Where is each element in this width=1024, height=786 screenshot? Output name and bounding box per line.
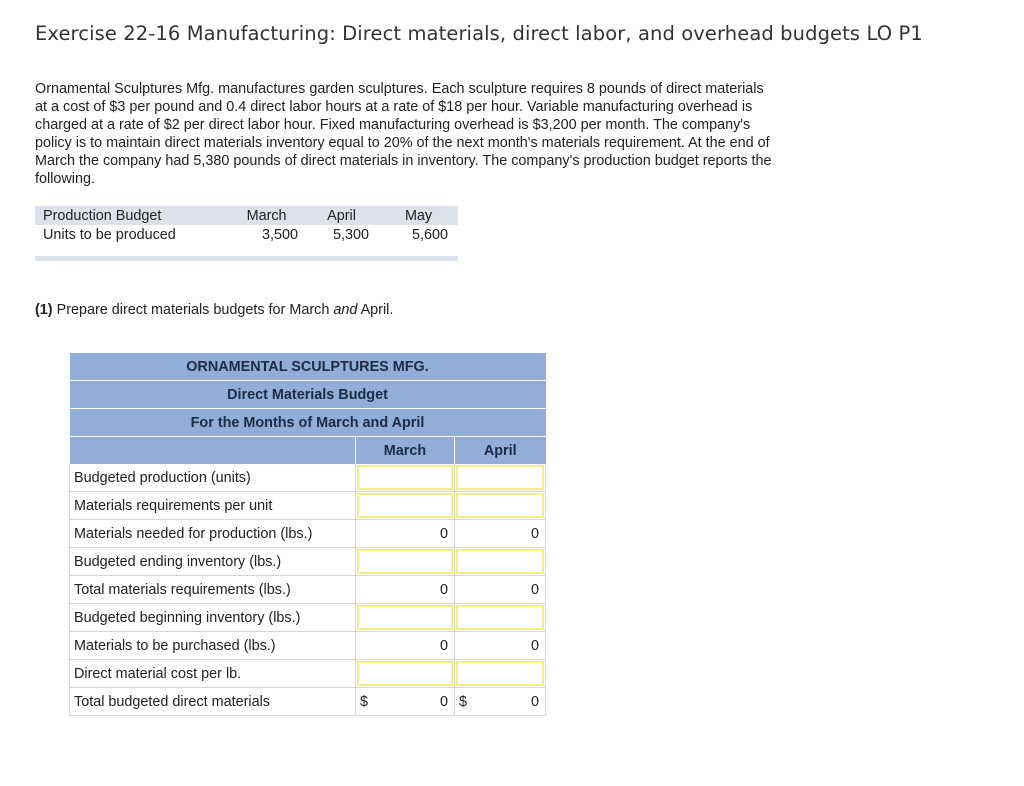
- row-label: Budgeted beginning inventory (lbs.): [70, 604, 356, 632]
- march-total-value: 0: [439, 693, 448, 710]
- budget-row-requirements-per-unit: [70, 492, 546, 520]
- april-materials-needed-value: 0: [455, 520, 546, 548]
- april-cost-per-lb-input[interactable]: [456, 661, 544, 686]
- budget-row-total-direct-materials: [70, 688, 546, 716]
- march-req-per-unit-input[interactable]: [357, 493, 453, 518]
- question-text: Prepare direct materials budgets for March: [56, 302, 334, 318]
- budget-row-total-requirements: [70, 576, 546, 604]
- prod-col-may: May: [379, 206, 458, 225]
- row-label: Materials to be purchased (lbs.): [70, 632, 356, 660]
- march-total-direct-materials: [356, 688, 455, 716]
- april-req-per-unit-input[interactable]: [456, 493, 544, 518]
- row-label: Total materials requirements (lbs.): [70, 576, 356, 604]
- april-production-input[interactable]: [456, 465, 544, 490]
- budget-row-cost-per-lb: [70, 660, 546, 688]
- row-label: Budgeted ending inventory (lbs.): [70, 548, 356, 576]
- march-total-requirements-value: 0: [356, 576, 455, 604]
- march-materials-needed-value: 0: [356, 520, 455, 548]
- budget-row-materials-needed: [70, 520, 546, 548]
- budget-company-name: ORNAMENTAL SCULPTURES MFG.: [70, 353, 546, 381]
- problem-description: Ornamental Sculptures Mfg. manufactures garden sculptures. Each sculpture requires 8 pounds of direct materials at a cost of $3 per pound and 0.4 direct labor hours at a rate of $18 per hour. Variable manufacturing overhead is charged at a rate of $2 per direct labor hour. Fixed manufacturing overhead is $3,200 per month. The company's policy is to maintain direct materials inventory equal to 20% of the next month's materials requirement. At the end of March the company had 5,380 pounds of direct materials in inventory. The company's production budget reports the following.: [35, 81, 772, 187]
- april-total-value: 0: [530, 693, 539, 710]
- prod-value-april: 5,300: [333, 226, 370, 243]
- exercise-title: Exercise 22-16 Manufacturing: Direct materials, direct labor, and overhead budgets LO P1: [35, 22, 923, 45]
- currency-symbol: $: [360, 693, 369, 710]
- row-label: Budgeted production (units): [70, 464, 356, 492]
- april-total-requirements-value: 0: [455, 576, 546, 604]
- april-materials-purchased-value: 0: [455, 632, 546, 660]
- budget-row-beginning-inventory: [70, 604, 546, 632]
- april-ending-inventory-input[interactable]: [456, 549, 544, 574]
- prod-value-may: 5,600: [411, 226, 448, 243]
- question-italic: and: [333, 302, 358, 318]
- prod-col-april: April: [304, 206, 379, 225]
- question-1: [35, 302, 393, 318]
- march-production-input[interactable]: [357, 465, 453, 490]
- prod-value-march: 3,500: [262, 226, 299, 243]
- question-number: (1): [35, 302, 53, 318]
- row-label: Direct material cost per lb.: [70, 660, 356, 688]
- question-text-end: April.: [357, 302, 394, 318]
- budget-row-ending-inventory: [70, 548, 546, 576]
- march-ending-inventory-input[interactable]: [357, 549, 453, 574]
- production-budget-header: Production Budget: [35, 206, 229, 225]
- april-beginning-inventory-input[interactable]: [456, 605, 544, 630]
- prod-col-march: March: [229, 206, 304, 225]
- budget-row-production: [70, 464, 546, 492]
- budget-col-april: April: [455, 437, 546, 465]
- march-cost-per-lb-input[interactable]: [357, 661, 453, 686]
- production-budget-table: [35, 206, 458, 261]
- currency-symbol: $: [459, 693, 468, 710]
- budget-row-materials-purchased: [70, 632, 546, 660]
- row-label: Materials needed for production (lbs.): [70, 520, 356, 548]
- budget-colhdr-blank: [70, 437, 356, 465]
- budget-title: Direct Materials Budget: [70, 381, 546, 409]
- production-budget-footer-bar: [35, 256, 458, 261]
- march-materials-purchased-value: 0: [356, 632, 455, 660]
- row-label: Total budgeted direct materials: [70, 688, 356, 716]
- direct-materials-budget-table: [69, 353, 546, 716]
- budget-period: For the Months of March and April: [70, 409, 546, 437]
- april-total-direct-materials: [455, 688, 546, 716]
- prod-row-label: Units to be produced: [43, 226, 176, 243]
- budget-col-march: March: [356, 437, 455, 465]
- march-beginning-inventory-input[interactable]: [357, 605, 453, 630]
- row-label: Materials requirements per unit: [70, 492, 356, 520]
